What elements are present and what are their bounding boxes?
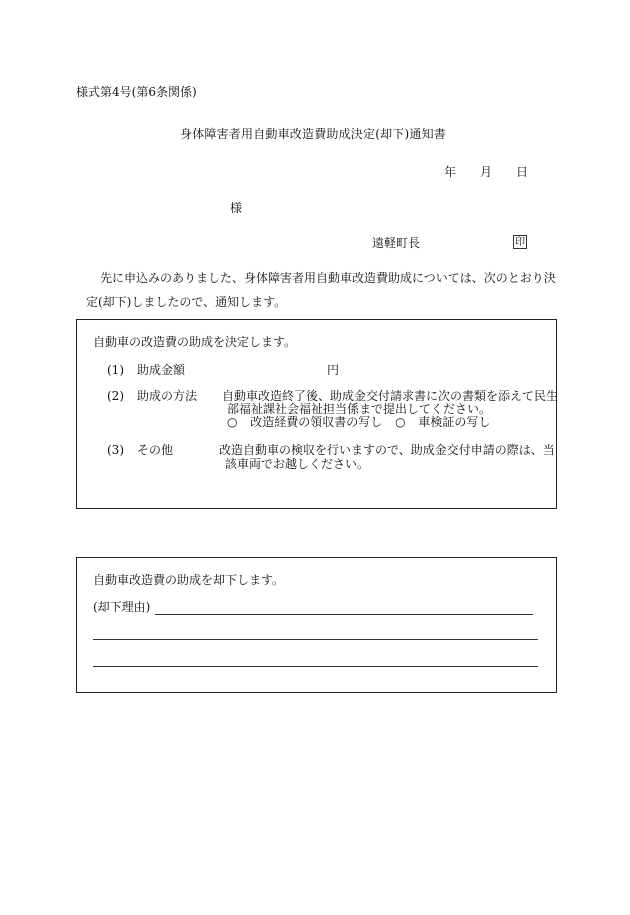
reason-line-3 (93, 666, 538, 667)
approval-heading: 自動車の改造費の助成を決定します。 (93, 335, 297, 349)
date-month: 月 (480, 165, 493, 179)
rejection-heading: 自動車改造費の助成を却下します。 (93, 573, 285, 587)
form-number: 様式第4号(第6条関係) (76, 85, 197, 99)
item2-text-line3: ○ 改造経費の領収書の写し ○ 車検証の写し (227, 415, 491, 429)
issuer-name: 遠軽町長 (372, 236, 421, 250)
reason-line-1 (155, 614, 533, 615)
item3-number: (3) (107, 443, 124, 457)
item3-label: その他 (137, 443, 174, 457)
intro-text-line2: 定(却下)しましたので、通知します。 (86, 295, 287, 309)
rejection-box (76, 557, 557, 693)
reason-line-2 (93, 639, 538, 640)
item1-label: 助成金額 (137, 363, 186, 377)
item2-text-line2: 部福祉課社会福祉担当係まで提出してください。 (227, 402, 492, 416)
item2-number: (2) (107, 389, 124, 403)
date-year: 年 (444, 165, 457, 179)
approval-box (76, 319, 557, 509)
item3-text-line1: 改造自動車の検収を行いますので、助成金交付申請の際は、当 (219, 443, 555, 457)
document-title: 身体障害者用自動車改造費助成決定(却下)通知書 (180, 127, 446, 141)
recipient-suffix: 様 (230, 201, 243, 215)
item3-text-line2: 該車両でお越しください。 (225, 457, 370, 471)
reason-label: (却下理由) (93, 600, 151, 614)
item2-text-line1: 自動車改造終了後、助成金交付請求書に次の書類を添えて民生 (222, 389, 559, 403)
item1-number: (1) (107, 363, 124, 377)
date-day: 日 (516, 165, 529, 179)
item1-unit: 円 (327, 363, 340, 377)
seal-mark: 印 (515, 237, 525, 248)
item2-label: 助成の方法 (137, 389, 198, 403)
intro-text-line1: 先に申込みのありました、身体障害者用自動車改造費助成については、次のとおり決 (100, 271, 556, 285)
